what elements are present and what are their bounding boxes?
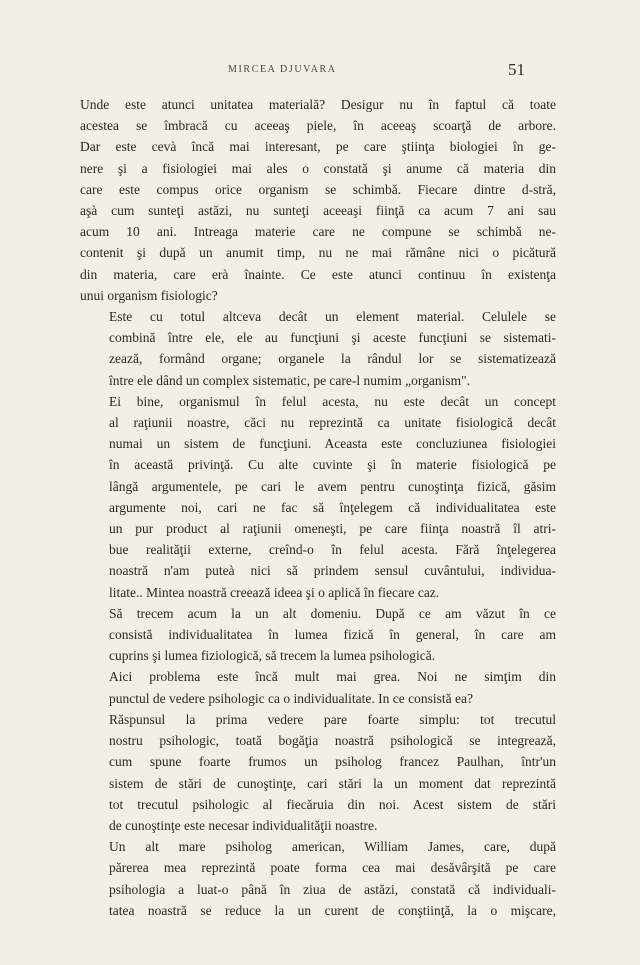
text-line: Răspunsul la prima vedere pare foarte simplu: tot trecutul xyxy=(109,711,556,727)
text-line: acestea se îmbracă cu aceeaş piele, în aceeaş scoarţă de arbore. xyxy=(80,118,556,134)
text-line: noastră n'am puteà nici să prindem sensul cuvântului, individua- xyxy=(109,563,556,579)
text-line: nostru psihologic, toată bogăţia noastră psihologică se integrează, xyxy=(109,733,556,749)
body-text xyxy=(80,94,556,921)
text-line: unui organism fisiologic? xyxy=(80,287,218,303)
running-header: MIRCEA DJUVARA xyxy=(228,64,337,75)
paragraph xyxy=(80,709,556,836)
text-line: zează, formând organe; organele la rândul lor se sistematizează xyxy=(109,351,556,367)
text-line: sistem de stări de cunoştinţe, cari stări la un moment dat reprezintă xyxy=(109,775,556,791)
text-line: aşà cum sunteţi astăzi, nu sunteţi aceeaşi fiinţă ca acum 7 ani sau xyxy=(80,203,556,219)
text-line: cuprins şi lumea fiziologică, să trecem la lumea psihologică. xyxy=(109,648,436,664)
text-line: Ei bine, organismul în felul acesta, nu este decât un concept xyxy=(109,393,556,409)
text-line: Un alt mare psiholog american, William James, care, după xyxy=(109,839,556,855)
text-line: tatea noastră se reduce la un curent de conştiinţă, la o mişcare, xyxy=(109,902,556,918)
text-line: în această privinţă. Cu alte cuvinte şi în materie fisiologică pe xyxy=(109,457,556,473)
text-line: Să trecem acum la un alt domeniu. După ce am văzut în ce xyxy=(109,605,556,621)
paragraph xyxy=(80,391,556,603)
paragraph xyxy=(80,603,556,667)
text-line: nere şi a fisiologiei mai ales o constată şi anume că materia din xyxy=(80,160,556,176)
page-number: 51 xyxy=(508,60,525,79)
text-line: bue realităţii externe, creînd-o în felul acesta. Fără înţelegerea xyxy=(109,542,556,558)
text-line: lângă argumentele, pe cari le avem pentru cunoştinţa fizică, găsim xyxy=(109,478,556,494)
text-line: care este compus orice organism se schimbă. Fiecare dintre d-stră, xyxy=(80,181,556,197)
text-line: litate.. Mintea noastră creează ideea şi o aplică în fiecare caz. xyxy=(109,584,440,600)
text-line: consistă individualitatea în lumea fizică în general, în care am xyxy=(109,627,556,643)
text-line: combină între ele, ele au funcţiuni şi aceste funcţiuni se sistemati- xyxy=(109,330,556,346)
text-line: contenit şi după un anumit timp, nu ne mai rămâne nici o picătură xyxy=(80,245,556,261)
text-line: Unde este atunci unitatea materială? Desigur nu în faptul că toate xyxy=(80,97,556,112)
text-line: din materia, care erà înainte. Ce este atunci continuu în existenţa xyxy=(80,266,556,282)
text-line: psihologia a luat-o până în ziua de astăzi, constată că individuali- xyxy=(109,881,556,897)
paragraph xyxy=(80,94,556,306)
text-line: tot trecutul psihologic al fiecăruia din noi. Acest sistem de stări xyxy=(109,796,556,812)
text-line: numai un sistem de funcţiuni. Aceasta este concluziunea fisiologiei xyxy=(109,436,556,452)
text-line: de cunoştinţe este necesar individualităţii noastre. xyxy=(109,817,378,833)
paragraph xyxy=(80,306,556,391)
text-line: acum 10 ani. Intreaga materie care ne compune se schimbă ne- xyxy=(80,224,556,240)
paragraph xyxy=(80,666,556,708)
text-line: al raţiunii noastre, căci nu reprezintă ca unitate fisiologică decât xyxy=(109,415,556,431)
text-line: argumente noi, cari ne fac să înţelegem că individualitatea este xyxy=(109,499,556,515)
text-line: Aici problema este încă mult mai grea. Noi ne simţim din xyxy=(109,669,556,685)
text-line: Este cu totul altceva decât un element material. Celulele se xyxy=(109,309,556,325)
text-line: cum spune foarte frumos un psiholog francez Paulhan, într'un xyxy=(109,754,556,770)
paragraph xyxy=(80,836,556,921)
text-line: Dar este cevà încă mai interesant, pe care ştiinţa biologiei în ge- xyxy=(80,139,556,155)
text-line: un pur product al raţiunii omeneşti, pe care fiinţa noastră îl atri- xyxy=(109,521,556,537)
text-line: între ele dând un complex sistematic, pe care-l numim „organism". xyxy=(109,372,471,388)
text-line: punctul de vedere psihologic ca o individualitate. In ce consistă ea? xyxy=(109,690,473,706)
text-line: părerea mea reprezintă poate forma cea mai desăvârşită pe care xyxy=(109,860,556,876)
